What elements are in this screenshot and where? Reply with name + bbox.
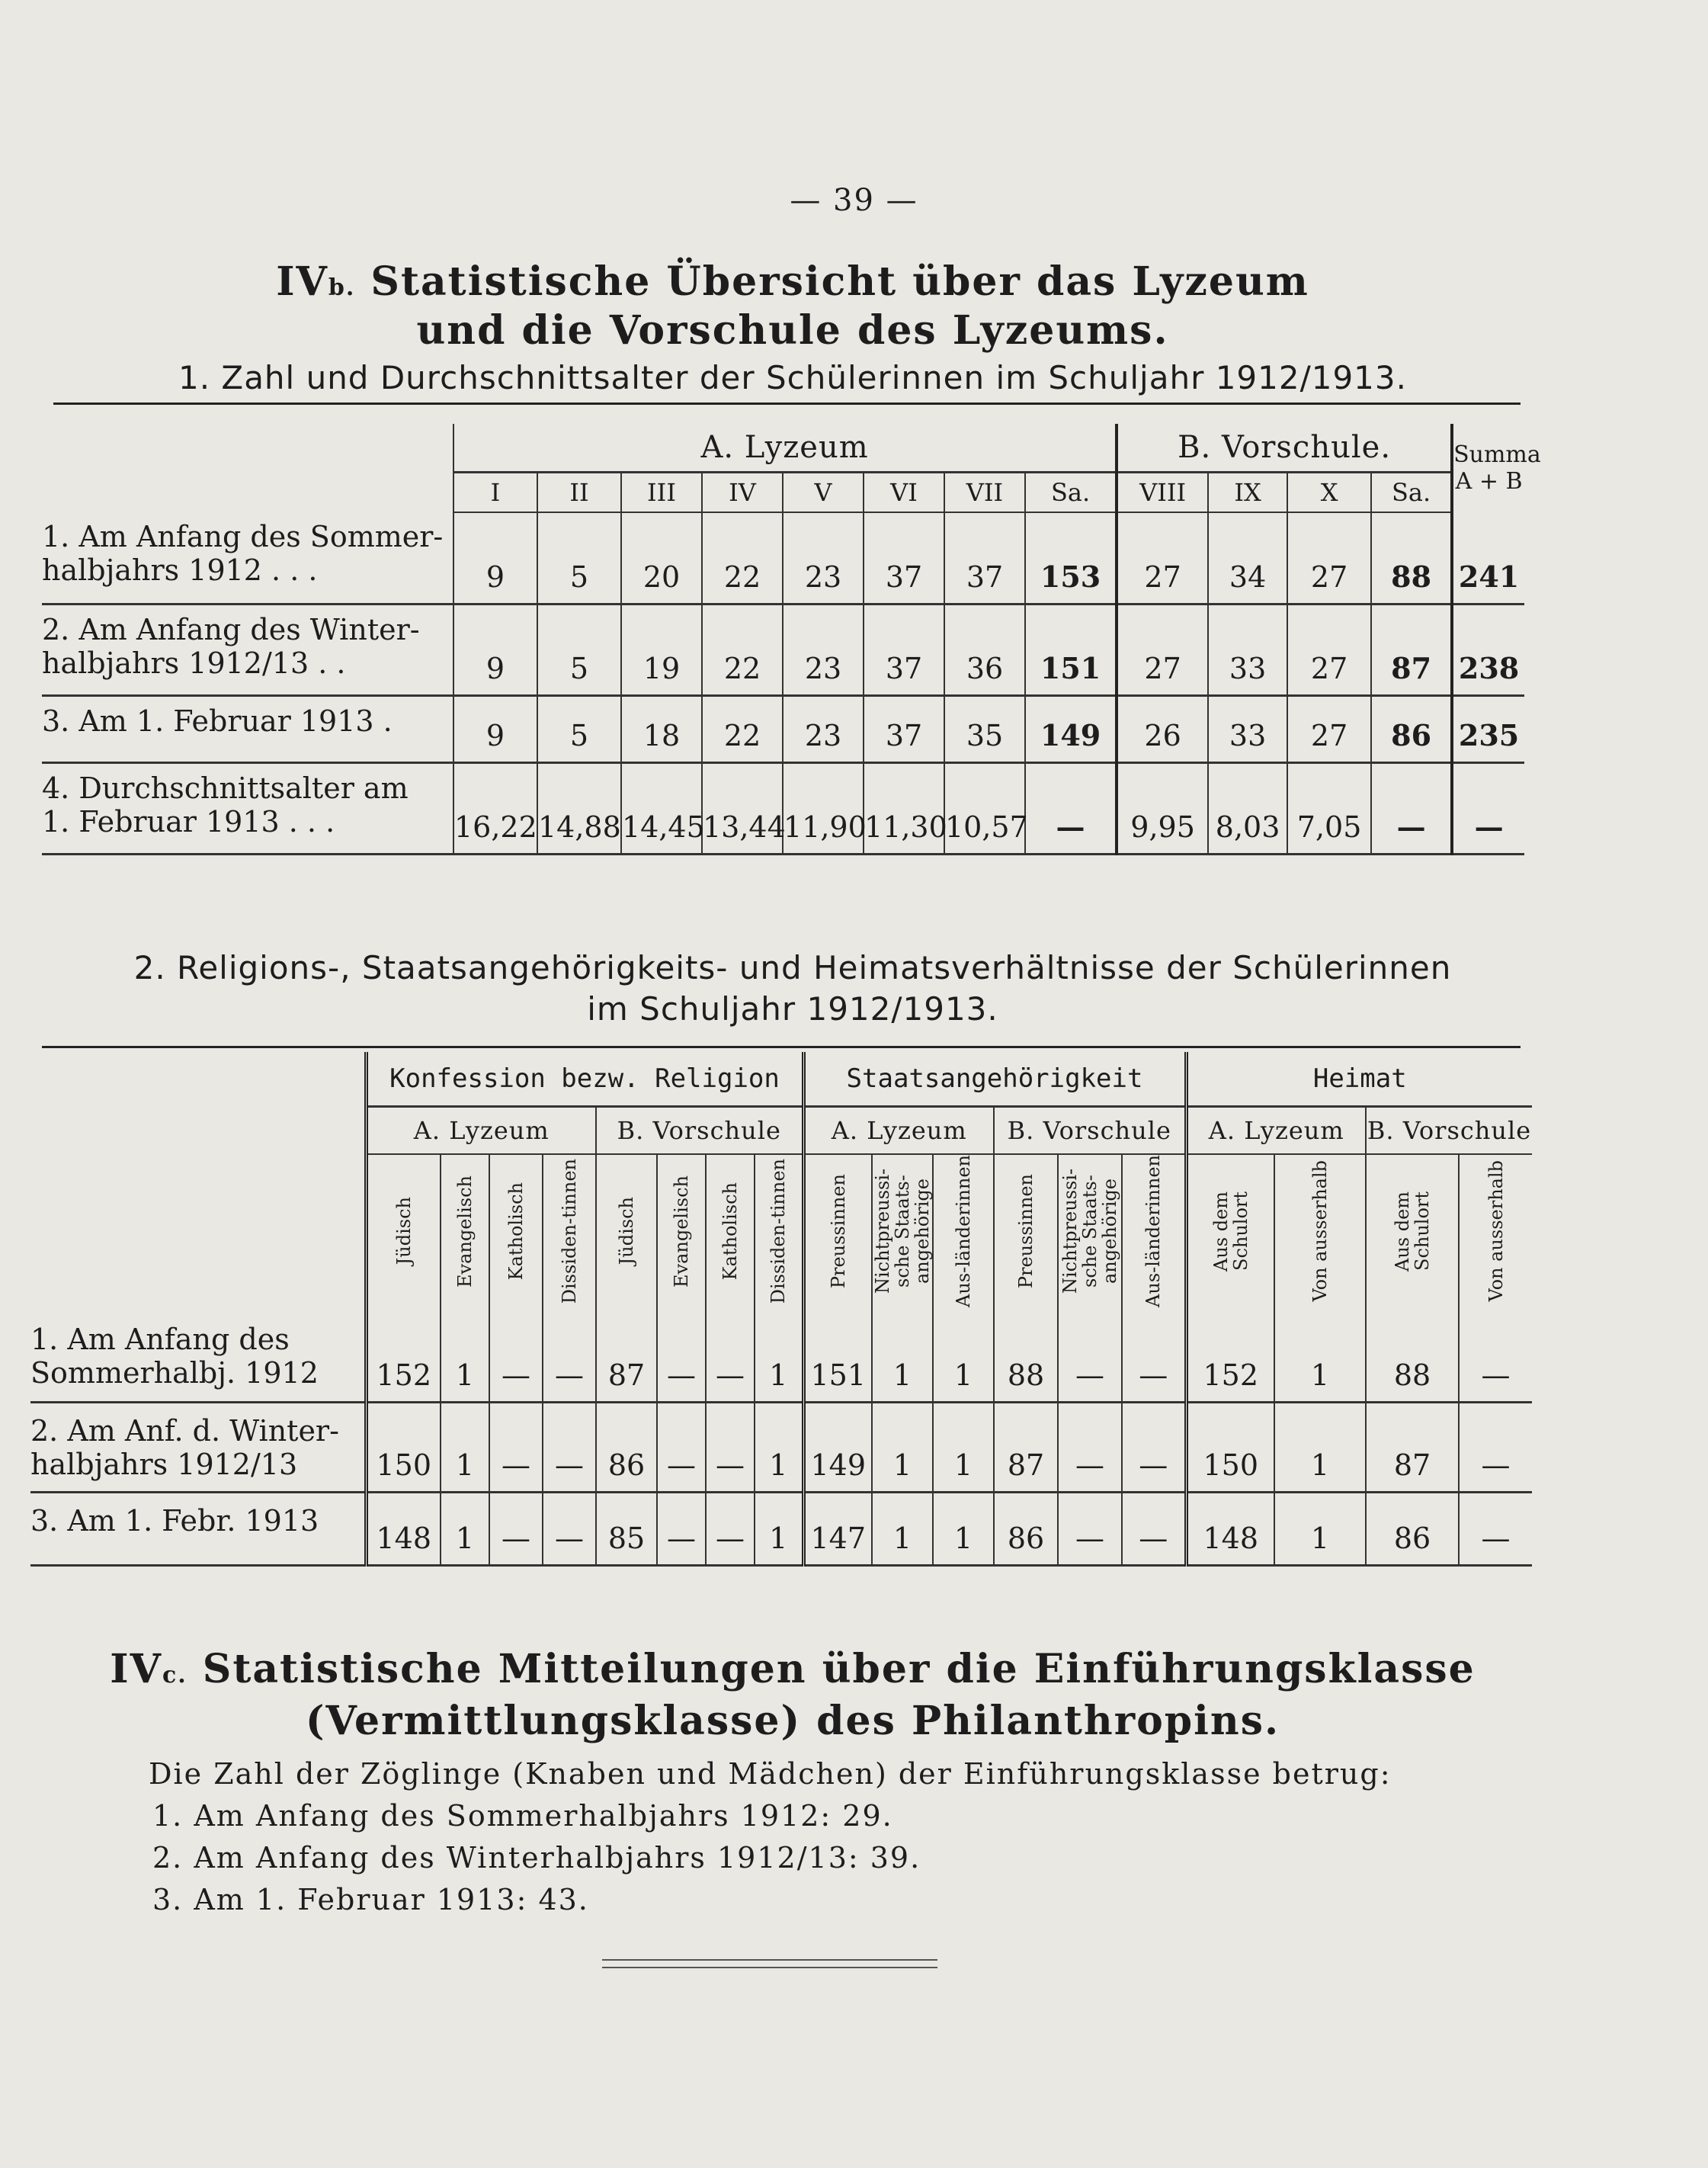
table2-cell: 148 [366, 1492, 441, 1565]
table1 [42, 424, 1541, 855]
table1-cell: 33 [1208, 695, 1287, 762]
table2-cell: 1 [872, 1312, 933, 1402]
page-number: — 39 — [790, 183, 918, 218]
table2-col-header [1186, 1154, 1274, 1312]
table2-cell: — [1058, 1402, 1122, 1492]
table1-title: 1. Zahl und Durchschnittsalter der Schülerinnen im Schuljahr 1912/1913. [178, 359, 1407, 396]
section-b-title-line-1 [0, 258, 1585, 313]
table2-col-header [366, 1154, 441, 1312]
table2-col-header [1274, 1154, 1366, 1312]
table2-col-header [543, 1154, 596, 1312]
table1-corner [42, 424, 453, 512]
table1-cell: 238 [1452, 604, 1524, 695]
table2-group-header: Konfession bezw. Religion [366, 1052, 803, 1107]
section-c-marker: IV [110, 1646, 162, 1692]
row-label-line-1: 1. Am Anfang des [30, 1323, 290, 1356]
row-label-line-1: 2. Am Anfang des Winter- [42, 612, 420, 646]
table-row [42, 695, 1524, 762]
table2-col-header-text: Nichtpreussi-sche Staats-angehörige [1059, 1168, 1120, 1294]
table1-col-header: V [783, 473, 864, 513]
table1-col-header: IV [702, 473, 783, 513]
table2-cell: — [543, 1312, 596, 1402]
table2-col-header-text: Katholisch [505, 1182, 527, 1281]
table2-cell: 147 [803, 1492, 872, 1565]
summa-ab-label: A + B [1455, 468, 1523, 495]
table1-cell: 22 [702, 604, 783, 695]
table2-cell: 148 [1186, 1492, 1274, 1565]
row-label-line-1: 3. Am 1. Febr. 1913 [30, 1503, 319, 1538]
section-c-title-text: Statistische Mitteilungen über die Einführungsklasse [202, 1646, 1476, 1692]
table1-cell: 27 [1117, 512, 1208, 604]
table2-cell: 1 [872, 1402, 933, 1492]
table2-col-header [657, 1154, 706, 1312]
table-row [30, 1492, 1532, 1565]
table2-col-header-text: Aus-länderinnen [953, 1155, 974, 1307]
table2-col-header-text: Dissiden-tinnen [559, 1158, 580, 1304]
table1-cell: 27 [1117, 604, 1208, 695]
table2-row-label [30, 1312, 366, 1402]
section-b-title-line-2: und die Vorschule des Lyzeums. [416, 307, 1169, 354]
table2-cell: 1 [1274, 1312, 1366, 1402]
summa-label: Summa [1453, 441, 1541, 468]
table2-col-header-text: Aus-länderinnen [1142, 1155, 1165, 1307]
row-label-line-1: 2. Am Anf. d. Winter- [30, 1413, 339, 1448]
table2-row-label [30, 1402, 366, 1492]
section-b-marker-sub: b. [328, 274, 356, 301]
table2-cell: 150 [366, 1402, 441, 1492]
row-label-line-2: halbjahrs 1912/13 . . [42, 646, 346, 680]
table1-cell: 8,03 [1208, 762, 1287, 854]
table2-col-header-text: Jüdisch [616, 1197, 637, 1265]
footer-rule-1 [602, 1959, 937, 1961]
table2-col-header-text: Evangelisch [671, 1175, 692, 1288]
table1-col-header: Sa. [1371, 473, 1452, 513]
table1-cell: 10,57 [944, 762, 1025, 854]
table1-cell: 11,30 [864, 762, 944, 854]
table2-cell: 1 [441, 1312, 489, 1402]
table1-row-label [42, 762, 453, 854]
table2-col-header-text: Evangelisch [454, 1175, 476, 1288]
table1-cell: 33 [1208, 604, 1287, 695]
table2-col-header-text: Aus dem Schulort [1392, 1191, 1433, 1272]
table2-cell: 86 [1366, 1492, 1459, 1565]
table2-cell: 1 [755, 1492, 803, 1565]
table2-cell: — [1122, 1402, 1186, 1492]
table2-cell: — [1122, 1492, 1186, 1565]
section-b-marker: IV [276, 258, 328, 305]
table2-col-header [596, 1154, 657, 1312]
table1-cell: 9 [453, 512, 537, 604]
table2-cell: — [543, 1402, 596, 1492]
table2-col-header-text: Preussinnen [827, 1173, 849, 1289]
table2-cell: 152 [1186, 1312, 1274, 1402]
table1-top-rule [53, 402, 1521, 405]
table1-cell: 36 [944, 604, 1025, 695]
table2-cell: — [657, 1402, 706, 1492]
row-label-line-1: 3. Am 1. Februar 1913 . [42, 704, 393, 738]
table1-cell: 37 [944, 512, 1025, 604]
table2-cell: — [657, 1312, 706, 1402]
footer-rule-2 [602, 1967, 937, 1968]
table1-cell: 86 [1371, 695, 1452, 762]
table2-group-header: Heimat [1186, 1052, 1532, 1107]
table2-cell: 152 [366, 1312, 441, 1402]
table2-top-rule [42, 1046, 1521, 1048]
table2-col-header [1122, 1154, 1186, 1312]
table2-col-header-text: Von ausserhalb [1485, 1160, 1507, 1302]
section-c-title-line-1 [0, 1645, 1585, 1700]
table2-cell: 88 [994, 1312, 1058, 1402]
table2-cell: 1 [1274, 1402, 1366, 1492]
table1-cell: 23 [783, 695, 864, 762]
table2-col-header-text: Dissiden-tinnen [767, 1158, 790, 1304]
table2-cell: — [489, 1312, 543, 1402]
table2-title-line-2: im Schuljahr 1912/1913. [587, 990, 998, 1028]
table1-cell: 22 [702, 695, 783, 762]
table2-cell: — [706, 1402, 755, 1492]
table1-cell: 27 [1287, 695, 1371, 762]
table1-cell: 22 [702, 512, 783, 604]
table1-cell: 18 [621, 695, 702, 762]
table2-subgroup-header: A. Lyzeum [1186, 1107, 1366, 1155]
table1-group-vorschule: B. Vorschule. [1117, 424, 1452, 473]
section-b-title-text: Statistische Übersicht über das Lyzeum [370, 258, 1309, 305]
row-label-line-1: 4. Durchschnittsalter am [42, 771, 409, 805]
table1-row-label [42, 604, 453, 695]
table1-cell: 13,44 [702, 762, 783, 854]
row-label-line-1: 1. Am Anfang des Sommer- [42, 520, 444, 553]
table1-cell: 241 [1452, 512, 1524, 604]
table1-cell: 88 [1371, 512, 1452, 604]
table1-col-header: I [453, 473, 537, 513]
table2-cell: 1 [755, 1312, 803, 1402]
table2-group-headers [30, 1052, 1532, 1107]
table1-cell: 5 [537, 512, 621, 604]
table2-col-header-text: Nichtpreussi-sche Staats-angehörige [872, 1168, 933, 1294]
table2 [30, 1052, 1532, 1567]
table1-cell: — [1452, 762, 1524, 854]
table2-col-header-text: Jüdisch [393, 1197, 415, 1265]
table1-cell: — [1025, 762, 1117, 854]
table1-cell: 16,22 [453, 762, 537, 854]
table2-cell: — [543, 1492, 596, 1565]
table1-cell: 20 [621, 512, 702, 604]
table1-cell: 151 [1025, 604, 1117, 695]
table2-col-header [1366, 1154, 1459, 1312]
section-c-item-3: 3. Am 1. Februar 1913: 43. [152, 1883, 589, 1916]
table1-cell: 37 [864, 695, 944, 762]
table1-cell: 235 [1452, 695, 1524, 762]
table2-cell: 151 [803, 1312, 872, 1402]
table1-col-header: Sa. [1025, 473, 1117, 513]
table1-cell: 9 [453, 695, 537, 762]
table1-row-label [42, 512, 453, 604]
table1-cell: 37 [864, 604, 944, 695]
table1-cell: 19 [621, 604, 702, 695]
table2-col-header [994, 1154, 1058, 1312]
table2-cell: — [1122, 1312, 1186, 1402]
table2-col-header-text: Aus dem Schulort [1210, 1191, 1251, 1272]
table1-col-header: IX [1208, 473, 1287, 513]
table1-col-header: VIII [1117, 473, 1208, 513]
table2-cell: — [1459, 1402, 1532, 1492]
row-label-line-2: halbjahrs 1912 . . . [42, 553, 318, 587]
table2-cell: 86 [596, 1402, 657, 1492]
table2-cell: 1 [872, 1492, 933, 1565]
table2-title-line-1: 2. Religions-, Staatsangehörigkeits- und Heimatsverhältnisse der Schülerinnen [133, 949, 1452, 986]
table2-cell: — [1058, 1312, 1122, 1402]
table2-cell: 1 [1274, 1492, 1366, 1565]
table1-cell: 9 [453, 604, 537, 695]
table1-cell: 37 [864, 512, 944, 604]
table2-col-header [706, 1154, 755, 1312]
table2-col-header [1459, 1154, 1532, 1312]
table2-cell: 1 [441, 1492, 489, 1565]
table-row [42, 762, 1524, 854]
table2-cell: — [706, 1492, 755, 1565]
table1-col-header: III [621, 473, 702, 513]
table2-cell: 1 [933, 1312, 994, 1402]
table1-cell: 35 [944, 695, 1025, 762]
table1-cell: 5 [537, 695, 621, 762]
table2-cell: 1 [755, 1402, 803, 1492]
table-row [42, 512, 1524, 604]
table1-cell: — [1371, 762, 1452, 854]
table1-cell: 23 [783, 604, 864, 695]
table2-row-label [30, 1492, 366, 1565]
table2-cell: — [1058, 1492, 1122, 1565]
table2-col-header [489, 1154, 543, 1312]
section-c-item-1: 1. Am Anfang des Sommerhalbjahrs 1912: 29. [152, 1799, 893, 1833]
table-row [42, 604, 1524, 695]
table1-cell: 27 [1287, 604, 1371, 695]
row-label-line-2: 1. Februar 1913 . . . [42, 804, 335, 839]
row-label-line-2: Sommerhalbj. 1912 [30, 1356, 319, 1390]
table2-subgroup-header: A. Lyzeum [366, 1107, 596, 1155]
table1-cell: 11,90 [783, 762, 864, 854]
table1-col-header: II [537, 473, 621, 513]
table2-col-header-text: Von ausserhalb [1309, 1160, 1331, 1302]
table1-cell: 14,88 [537, 762, 621, 854]
table2-cell: 85 [596, 1492, 657, 1565]
table2-subgroup-header: B. Vorschule [1366, 1107, 1532, 1155]
table2-cell: 87 [1366, 1402, 1459, 1492]
table2-cell: — [489, 1402, 543, 1492]
table2-cell: 150 [1186, 1402, 1274, 1492]
table2-subgroup-header: A. Lyzeum [803, 1107, 994, 1155]
table2-cell: 88 [1366, 1312, 1459, 1402]
table1-group-lyzeum: A. Lyzeum [453, 424, 1117, 473]
table2-cell: — [489, 1492, 543, 1565]
table1-col-header: X [1287, 473, 1371, 513]
section-c-title-line-2: (Vermittlungsklasse) des Philanthropins. [305, 1698, 1280, 1744]
table1-cell: 5 [537, 604, 621, 695]
table1-cell: 87 [1371, 604, 1452, 695]
table2-col-header [872, 1154, 933, 1312]
table2-cell: 87 [596, 1312, 657, 1402]
table2-group-header: Staatsangehörigkeit [803, 1052, 1186, 1107]
row-label-line-2: halbjahrs 1912/13 [30, 1447, 298, 1481]
table1-cell: 27 [1287, 512, 1371, 604]
table2-cell: 86 [994, 1492, 1058, 1565]
section-c-item-2: 2. Am Anfang des Winterhalbjahrs 1912/13: 39. [152, 1841, 921, 1875]
table2-cell: 149 [803, 1402, 872, 1492]
table1-cell: 149 [1025, 695, 1117, 762]
table1-cell: 14,45 [621, 762, 702, 854]
table2-col-header-text: Preussinnen [1015, 1173, 1037, 1289]
table-row [30, 1402, 1532, 1492]
table2-cell: — [706, 1312, 755, 1402]
table2-subgroup-header: B. Vorschule [994, 1107, 1186, 1155]
table1-cell: 7,05 [1287, 762, 1371, 854]
table2-cell: — [1459, 1492, 1532, 1565]
table2-col-header [441, 1154, 489, 1312]
table1-summa-header [1452, 424, 1541, 512]
section-c-intro: Die Zahl der Zöglinge (Knaben und Mädchen) der Einführungsklasse betrug: [149, 1757, 1392, 1791]
table2-cell: — [657, 1492, 706, 1565]
table2-col-header [1058, 1154, 1122, 1312]
table2-col-header [803, 1154, 872, 1312]
table1-col-header: VII [944, 473, 1025, 513]
table2-col-header-text: Katholisch [719, 1182, 741, 1281]
table1-row-label [42, 695, 453, 762]
table2-subgroup-header: B. Vorschule [596, 1107, 803, 1155]
table2-cell: 87 [994, 1402, 1058, 1492]
section-c-marker-sub: c. [162, 1662, 187, 1689]
table2-col-header [933, 1154, 994, 1312]
table1-cell: 34 [1208, 512, 1287, 604]
table2-cell: 1 [933, 1492, 994, 1565]
table1-col-header: VI [864, 473, 944, 513]
table2-col-header [755, 1154, 803, 1312]
table1-cell: 26 [1117, 695, 1208, 762]
table2-cell: 1 [933, 1402, 994, 1492]
table-row [30, 1312, 1532, 1402]
table1-cell: 9,95 [1117, 762, 1208, 854]
table2-corner [30, 1052, 366, 1312]
table1-cell: 23 [783, 512, 864, 604]
table2-cell: — [1459, 1312, 1532, 1402]
table1-cell: 153 [1025, 512, 1117, 604]
table2-cell: 1 [441, 1402, 489, 1492]
